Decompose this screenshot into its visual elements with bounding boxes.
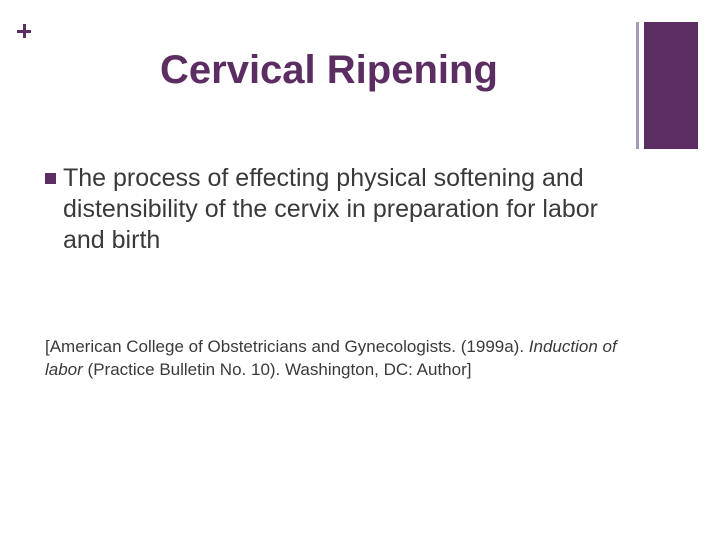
- citation-suffix: (Practice Bulletin No. 10). Washington, DC: Author]: [82, 360, 472, 379]
- thick-vertical-bar: [644, 22, 698, 149]
- slide-title: Cervical Ripening: [160, 48, 498, 92]
- square-bullet-icon: [45, 173, 56, 184]
- vertical-bars-decoration: [636, 22, 698, 149]
- citation-prefix: [American College of Obstetricians and Gynecologists. (1999a).: [45, 337, 529, 356]
- bullet-text: The process of effecting physical softening and distensibility of the cervix in preparation for labor and birth: [63, 164, 598, 254]
- citation-title: Induction of labor: [45, 337, 617, 379]
- bullet-item: [45, 163, 625, 256]
- thin-vertical-bar: [636, 22, 639, 149]
- citation: [45, 335, 645, 381]
- plus-icon: [17, 24, 31, 38]
